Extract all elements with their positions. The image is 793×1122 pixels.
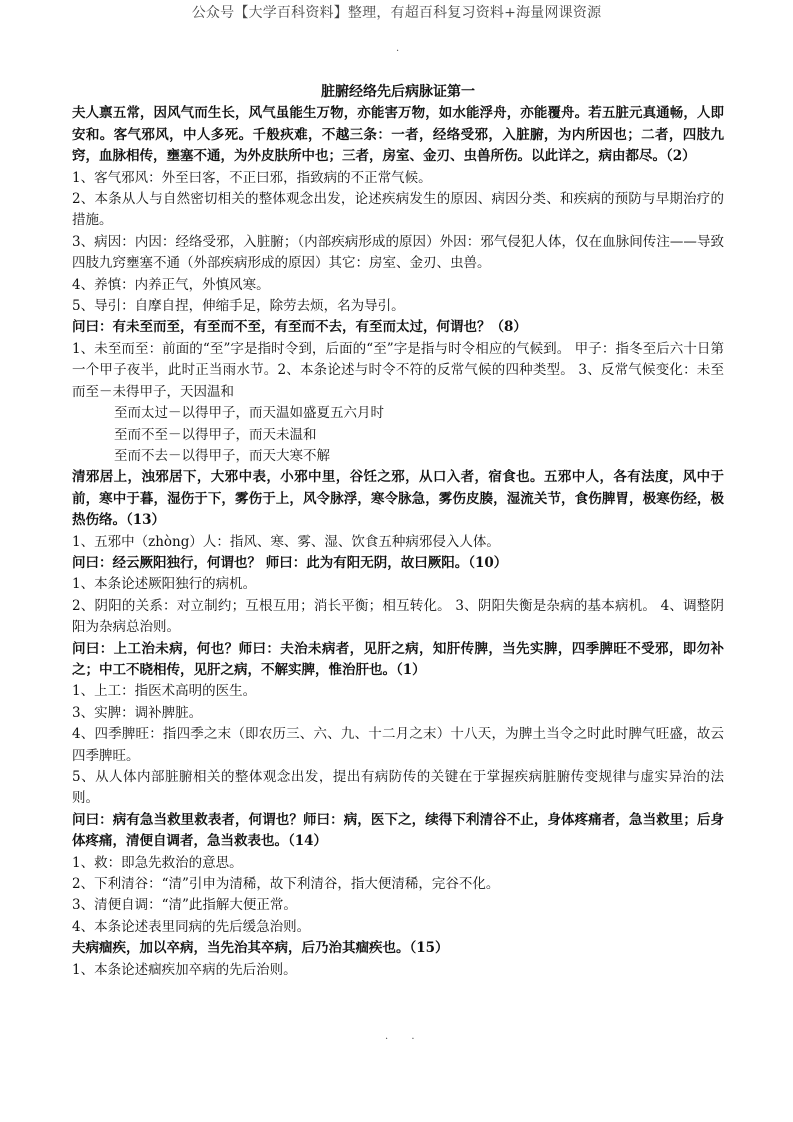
note-paragraph: 至而太过－以得甲子，而天温如盛夏五六月时 (114, 405, 384, 422)
clause-paragraph: 夫病痼疾，加以卒病，当先治其卒病，后乃治其痼疾也。（15） (72, 940, 449, 957)
note-paragraph: 1、上工：指医术高明的医生。 (72, 683, 257, 700)
note-paragraph: 3、病因：内因：经络受邪，入脏腑；（内部疾病形成的原因）外因：邪气侵犯人体，仅在血脉间传注——导致四肢九窍壅塞不通（外部疾病形成的原因）其它：房室、金刃、虫兽。 (72, 233, 724, 272)
note-paragraph: 3、清便自调：“清”此指解大便正常。 (72, 897, 297, 914)
note-paragraph: 1、未至而至：前面的“至”字是指时令到，后面的“至”字是指与时令相应的气候到。 甲子：指冬至后六十日第一个甲子夜半，此时正当雨水节。2、本条论述与时令不符的反常气候的四种类型。 3、反常气候变化：未至而至－未得甲子，天因温和 (72, 340, 724, 400)
note-paragraph: 1、救：即急先救治的意思。 (72, 854, 243, 871)
clause-paragraph: 夫人禀五常，因风气而生长，风气虽能生万物，亦能害万物，如水能浮舟，亦能覆舟。若五脏元真通畅，人即安和。客气邪风，中人多死。千般疢难，不越三条：一者，经络受邪，入脏腑，为内所因也；二者，四肢九窍，血脉相传，壅塞不通，为外皮肤所中也；三者，房室、金刃、虫兽所伤。以此详之，病由都尽。（2） (72, 105, 724, 165)
note-paragraph: 2、本条从人与自然密切相关的整体观念出发，论述疾病发生的原因、病因分类、和疾病的预防与早期治疗的措施。 (72, 191, 724, 229)
note-paragraph: 2、阴阳的关系：对立制约；互根互用；消长平衡；相互转化。 3、阴阳失衡是杂病的基本病机。 4、调整阴阳为杂病总治则。 (72, 597, 724, 636)
note-paragraph: 4、养慎：内养正气，外慎风寒。 (72, 276, 270, 293)
note-paragraph: 至而不去－以得甲子，而天大寒不解 (114, 447, 330, 464)
clause-paragraph: 问曰：病有急当救里救表者，何谓也？师曰：病，医下之，续得下利清谷不止，身体疼痛者，急当救里；后身体疼痛，清便自调者，急当救表也。（14） (72, 811, 724, 850)
document-body (72, 82, 724, 981)
paragraph-list (72, 103, 724, 981)
top-dot-mark: · (396, 46, 400, 57)
clause-paragraph: 清邪居上，浊邪居下，大邪中表，小邪中里，谷饪之邪，从口入者，宿食也。五邪中人，各有法度，风中于前，寒中于暮，湿伤于下，雾伤于上，风令脉浮，寒令脉急，雾伤皮腠，湿流关节，食伤脾胃，极寒伤经，极热伤络。（13） (72, 469, 724, 529)
note-paragraph: 5、导引：自摩自捏，伸缩手足，除劳去烦，名为导引。 (72, 298, 405, 315)
note-paragraph: 4、四季脾旺：指四季之末（即农历三、六、九、十二月之末）十八天，为脾土当令之时此时脾气旺盛，故云四季脾旺。 (72, 726, 724, 764)
note-paragraph: 至而不至－以得甲子，而天未温和 (114, 426, 317, 443)
note-paragraph: 3、实脾：调补脾脏。 (72, 704, 203, 721)
clause-paragraph: 问曰：有未至而至，有至而不至，有至而不去，有至而太过，何谓也？（8） (72, 319, 527, 336)
note-paragraph: 2、下利清谷：“清”引申为清稀，故下利清谷，指大便清稀，完谷不化。 (72, 876, 500, 893)
note-paragraph: 4、本条论述表里同病的先后缓急治则。 (72, 918, 311, 935)
document-title: 脏腑经络先后病脉证第一 (321, 84, 475, 100)
clause-paragraph: 问曰：上工治未病，何也？师曰：夫治未病者，见肝之病，知肝传脾，当先实脾，四季脾旺不受邪，即勿补之；中工不晓相传，见肝之病，不解实脾，惟治肝也。（1） (72, 640, 724, 678)
note-paragraph: 1、本条论述厥阳独行的病机。 (72, 576, 257, 593)
note-paragraph: 5、从人体内部脏腑相关的整体观念出发，提出有病防传的关键在于掌握疾病脏腑传变规律与虚实异治的法则。 (72, 769, 724, 807)
note-paragraph: 1、客气邪风：外至曰客，不正曰邪，指致病的不正常气候。 (72, 169, 432, 186)
watermark-banner: 公众号【大学百科资料】整理，有超百科复习资料+海量网课资源 (191, 5, 602, 21)
note-paragraph: 1、五邪中（zhòng）人：指风、寒、雾、湿、饮食五种病邪侵入人体。 (72, 533, 500, 550)
bottom-dot-mark: · · (385, 1034, 425, 1045)
note-paragraph: 1、本条论述痼疾加卒病的先后治则。 (72, 961, 297, 978)
clause-paragraph: 问曰：经云厥阳独行，何谓也？ 师曰：此为有阳无阴，故曰厥阳。（10） (72, 554, 508, 571)
